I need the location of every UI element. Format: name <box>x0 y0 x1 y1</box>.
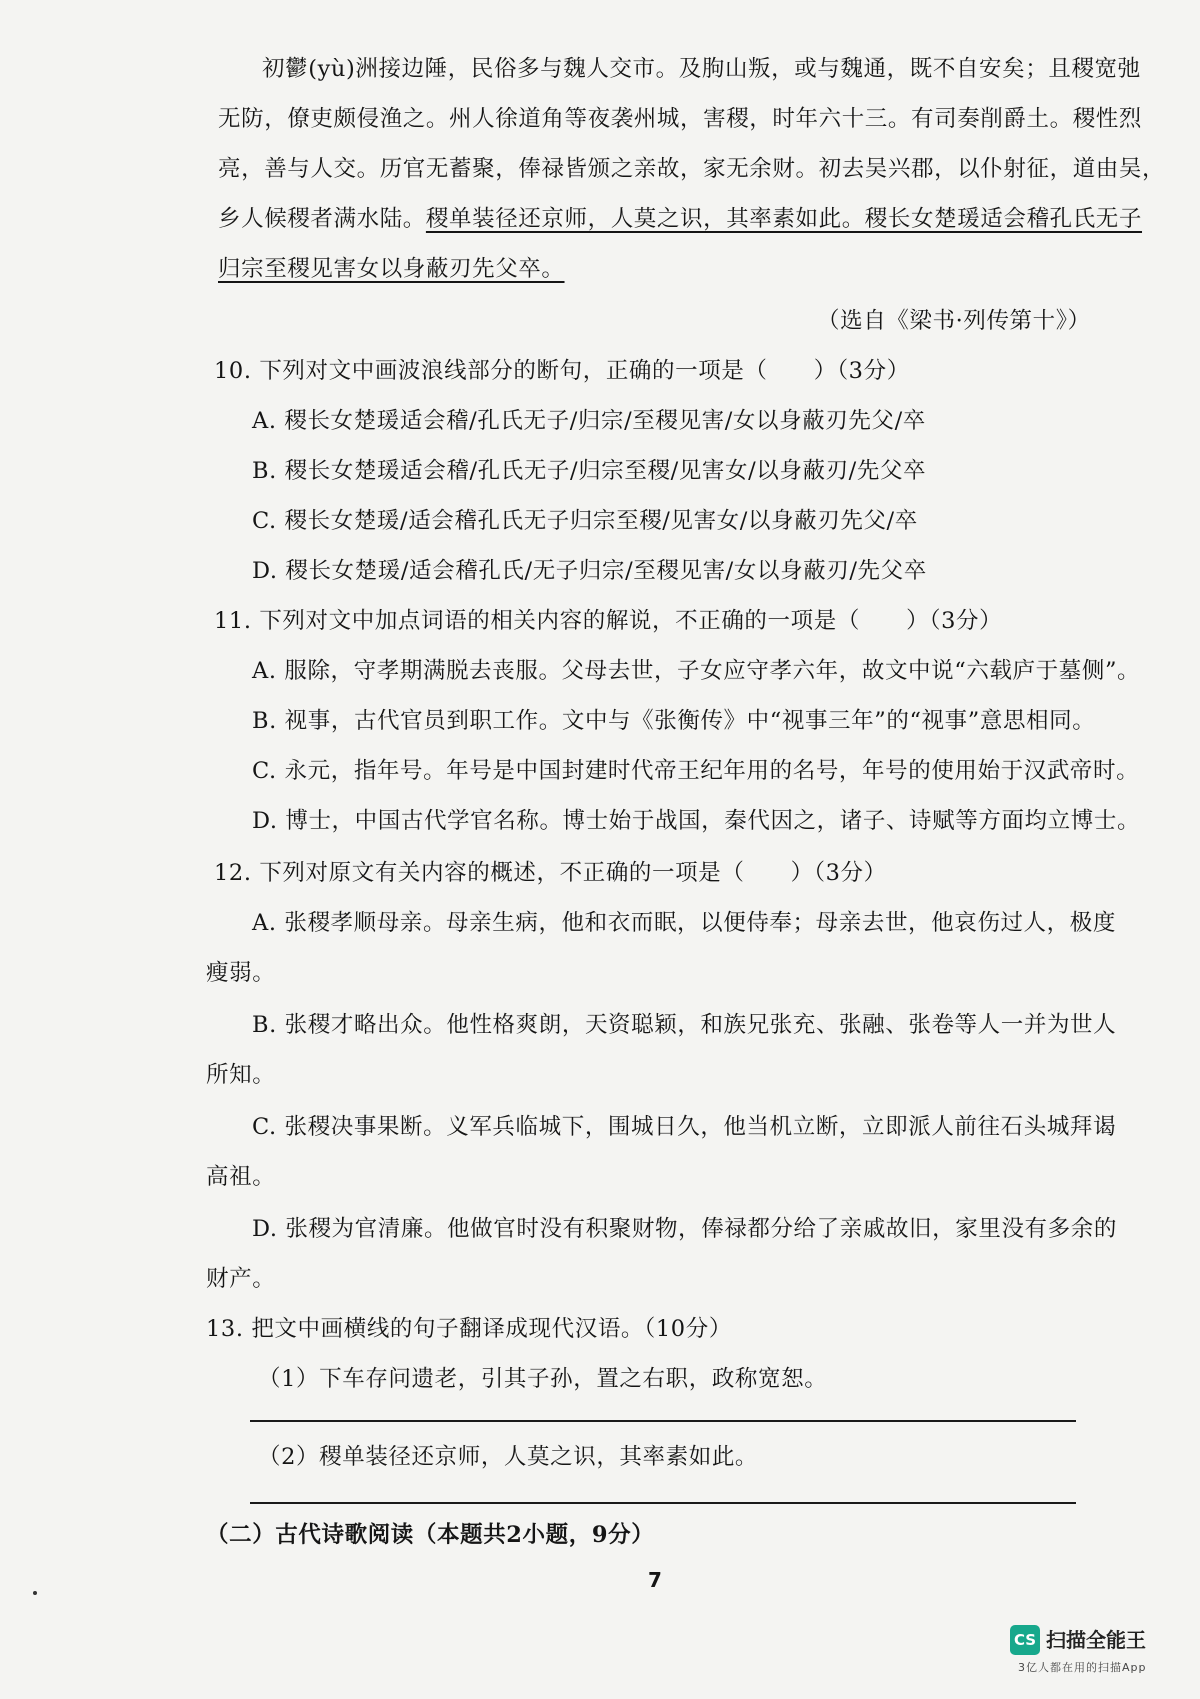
q12-option-b-line2: 所知。 <box>206 1062 276 1088</box>
scan-speck <box>33 1591 37 1595</box>
q13-stem: 13. 把文中画横线的句子翻译成现代汉语。（10分） <box>206 1316 732 1342</box>
passage-line-2: 无防，僚吏颇侵渔之。州人徐道角等夜袭州城，害稷，时年六十三。有司奏削爵土。稷性烈 <box>218 106 1143 132</box>
q10-option-b: B. 稷长女楚瑗适会稽/孔氏无子/归宗至稷/见害女/以身蔽刃/先父卒 <box>252 458 927 484</box>
q10-stem: 10. 下列对文中画波浪线部分的断句，正确的一项是（ ）（3分） <box>214 358 910 384</box>
watermark-title: 扫描全能王 <box>1046 1628 1146 1652</box>
q11-option-b: B. 视事，古代官员到职工作。文中与《张衡传》中“视事三年”的“视事”意思相同。 <box>252 708 1096 734</box>
q12-option-d-line2: 财产。 <box>206 1266 276 1292</box>
passage-source: （选自《梁书·列传第十》） <box>817 308 1091 334</box>
q11-option-d: D. 博士，中国古代学官名称。博士始于战国，秦代因之，诸子、诗赋等方面均立博士。 <box>252 808 1141 834</box>
page-number: 7 <box>648 1568 662 1592</box>
q13-item-2: （2）稷单装径还京师，人莫之识，其率素如此。 <box>258 1444 759 1470</box>
q12-option-c-line2: 高祖。 <box>206 1164 276 1190</box>
q12-option-d-line1: D. 张稷为官清廉。他做官时没有积聚财物，俸禄都分给了亲戚故旧，家里没有多余的 <box>252 1216 1117 1242</box>
passage-line-3: 亮，善与人交。历官无蓄聚，俸禄皆颁之亲故，家无余财。初去吴兴郡，以仆射征，道由吴， <box>218 156 1166 182</box>
scanner-watermark <box>1010 1621 1166 1677</box>
passage-underlined-sentence: 稷单装径还京师，人莫之识，其率素如此。稷长女楚瑗适会稽孔氏无子 <box>425 206 1143 232</box>
passage-line-4 <box>218 204 1142 234</box>
q10-option-d: D. 稷长女楚瑗/适会稽孔氏/无子归宗/至稷见害/女以身蔽刃/先父卒 <box>252 558 927 584</box>
watermark-subtitle: 3亿人都在用的扫描App <box>1018 1661 1147 1674</box>
q11-option-a: A. 服除，守孝期满脱去丧服。父母去世，子女应守孝六年，故文中说“六载庐于墓侧”。 <box>252 658 1141 684</box>
q11-option-c: C. 永元，指年号。年号是中国封建时代帝王纪年用的名号，年号的使用始于汉武帝时。 <box>252 758 1140 784</box>
q12-stem: 12. 下列对原文有关内容的概述，不正确的一项是（ ）（3分） <box>214 860 887 886</box>
q13-item-1: （1）下车存问遗老，引其子孙，置之右职，政称宽恕。 <box>258 1366 828 1392</box>
passage-line-1: 初鬱(yù)洲接边陲，民俗多与魏人交市。及朐山叛，或与魏通，既不自安矣；且稷宽弛 <box>262 56 1141 82</box>
answer-line-2 <box>250 1502 1076 1504</box>
passage-wavy-sentence: 归宗至稷见害女以身蔽刃先父卒。 <box>218 256 565 282</box>
q10-option-a: A. 稷长女楚瑗适会稽/孔氏无子/归宗/至稷见害/女以身蔽刃先父/卒 <box>252 408 926 434</box>
q12-option-a-line2: 瘦弱。 <box>206 960 276 986</box>
section-2-heading: （二）古代诗歌阅读（本题共2小题，9分） <box>206 1522 655 1548</box>
passage-line-4-plain: 乡人候稷者满水陆。 <box>218 206 426 232</box>
q12-option-c-line1: C. 张稷决事果断。义军兵临城下，围城日久，他当机立断，立即派人前往石头城拜谒 <box>252 1114 1117 1140</box>
passage-line-5 <box>218 254 565 284</box>
q12-option-a-line1: A. 张稷孝顺母亲。母亲生病，他和衣而眠，以便侍奉；母亲去世，他哀伤过人，极度 <box>252 910 1116 936</box>
q12-option-b-line1: B. 张稷才略出众。他性格爽朗，天资聪颖，和族兄张充、张融、张卷等人一并为世人 <box>252 1012 1117 1038</box>
cs-logo-icon: CS <box>1010 1625 1040 1655</box>
q10-option-c: C. 稷长女楚瑗/适会稽孔氏无子归宗至稷/见害女/以身蔽刃先父/卒 <box>252 508 918 534</box>
q11-stem: 11. 下列对文中加点词语的相关内容的解说，不正确的一项是（ ）（3分） <box>214 608 1003 634</box>
answer-line-1 <box>250 1420 1076 1422</box>
